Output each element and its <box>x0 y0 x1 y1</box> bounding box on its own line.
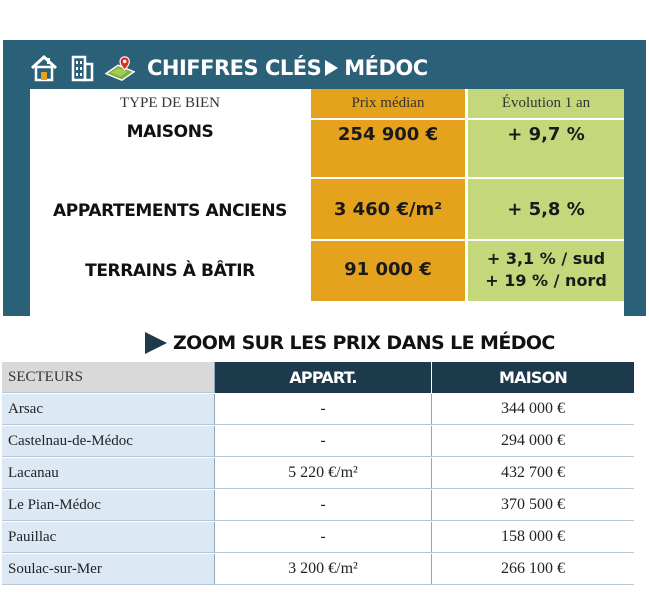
key-figures-table <box>30 89 624 341</box>
header-type: TYPE DE BIEN <box>120 95 220 111</box>
row-evolution <box>468 241 624 301</box>
zoom-section-title <box>145 330 555 356</box>
row-evolution: + 5,8 % <box>468 179 624 239</box>
table-row <box>2 394 634 426</box>
cell-appart: - <box>215 394 432 425</box>
column-header-sector: SECTEURS <box>2 362 215 393</box>
row-price: 254 900 € <box>311 120 465 177</box>
cell-appart: - <box>215 522 432 553</box>
key-figures-header-row <box>30 89 624 118</box>
cell-appart: 5 220 €/m² <box>215 458 432 489</box>
house-icon <box>29 53 59 83</box>
cell-sector: Arsac <box>2 394 215 425</box>
zoom-title-text: ZOOM SUR LES PRIX DANS LE MÉDOC <box>173 332 555 354</box>
column-header-maison: MAISON <box>432 362 634 393</box>
table-row <box>2 458 634 490</box>
column-header-appart: APPART. <box>215 362 432 393</box>
apartment-building-icon <box>67 53 97 83</box>
header-evolution: Évolution 1 an <box>468 89 624 118</box>
evolution-south: + 3,1 % / sud <box>486 249 606 268</box>
sector-price-table <box>2 362 634 586</box>
cell-appart: 3 200 €/m² <box>215 554 432 585</box>
key-figures-row <box>30 241 624 301</box>
cell-maison: 344 000 € <box>432 394 634 425</box>
key-figures-row <box>30 120 624 177</box>
panel-header <box>29 48 428 88</box>
row-type: APPARTEMENTS ANCIENS <box>53 201 287 221</box>
table-row <box>2 554 634 586</box>
cell-sector: Castelnau-de-Médoc <box>2 426 215 457</box>
cell-maison: 432 700 € <box>432 458 634 489</box>
cell-maison: 370 500 € <box>432 490 634 521</box>
cell-sector: Pauillac <box>2 522 215 553</box>
row-evolution: + 9,7 % <box>468 120 624 177</box>
row-price: 91 000 € <box>311 241 465 301</box>
evolution-north: + 19 % / nord <box>485 271 607 290</box>
cell-sector: Le Pian-Médoc <box>2 490 215 521</box>
cell-maison: 294 000 € <box>432 426 634 457</box>
cell-maison: 158 000 € <box>432 522 634 553</box>
cell-sector: Lacanau <box>2 458 215 489</box>
key-figures-row <box>30 179 624 239</box>
key-figures-panel <box>3 40 646 316</box>
row-price: 3 460 €/m² <box>311 179 465 239</box>
panel-title-main: CHIFFRES CLÉS <box>147 56 322 80</box>
title-arrow-icon <box>325 60 338 76</box>
row-type: MAISONS <box>126 122 214 142</box>
header-price: Prix médian <box>311 89 465 118</box>
panel-title <box>147 56 428 80</box>
cell-maison: 266 100 € <box>432 554 634 585</box>
table-row <box>2 522 634 554</box>
land-map-pin-icon <box>105 53 135 83</box>
cell-appart: - <box>215 426 432 457</box>
arrow-right-icon <box>145 332 167 354</box>
table-header-row <box>2 362 634 394</box>
row-type: TERRAINS À BÂTIR <box>85 261 255 281</box>
cell-sector: Soulac-sur-Mer <box>2 554 215 585</box>
table-row <box>2 426 634 458</box>
panel-title-region: MÉDOC <box>344 56 428 80</box>
table-row <box>2 490 634 522</box>
cell-appart: - <box>215 490 432 521</box>
